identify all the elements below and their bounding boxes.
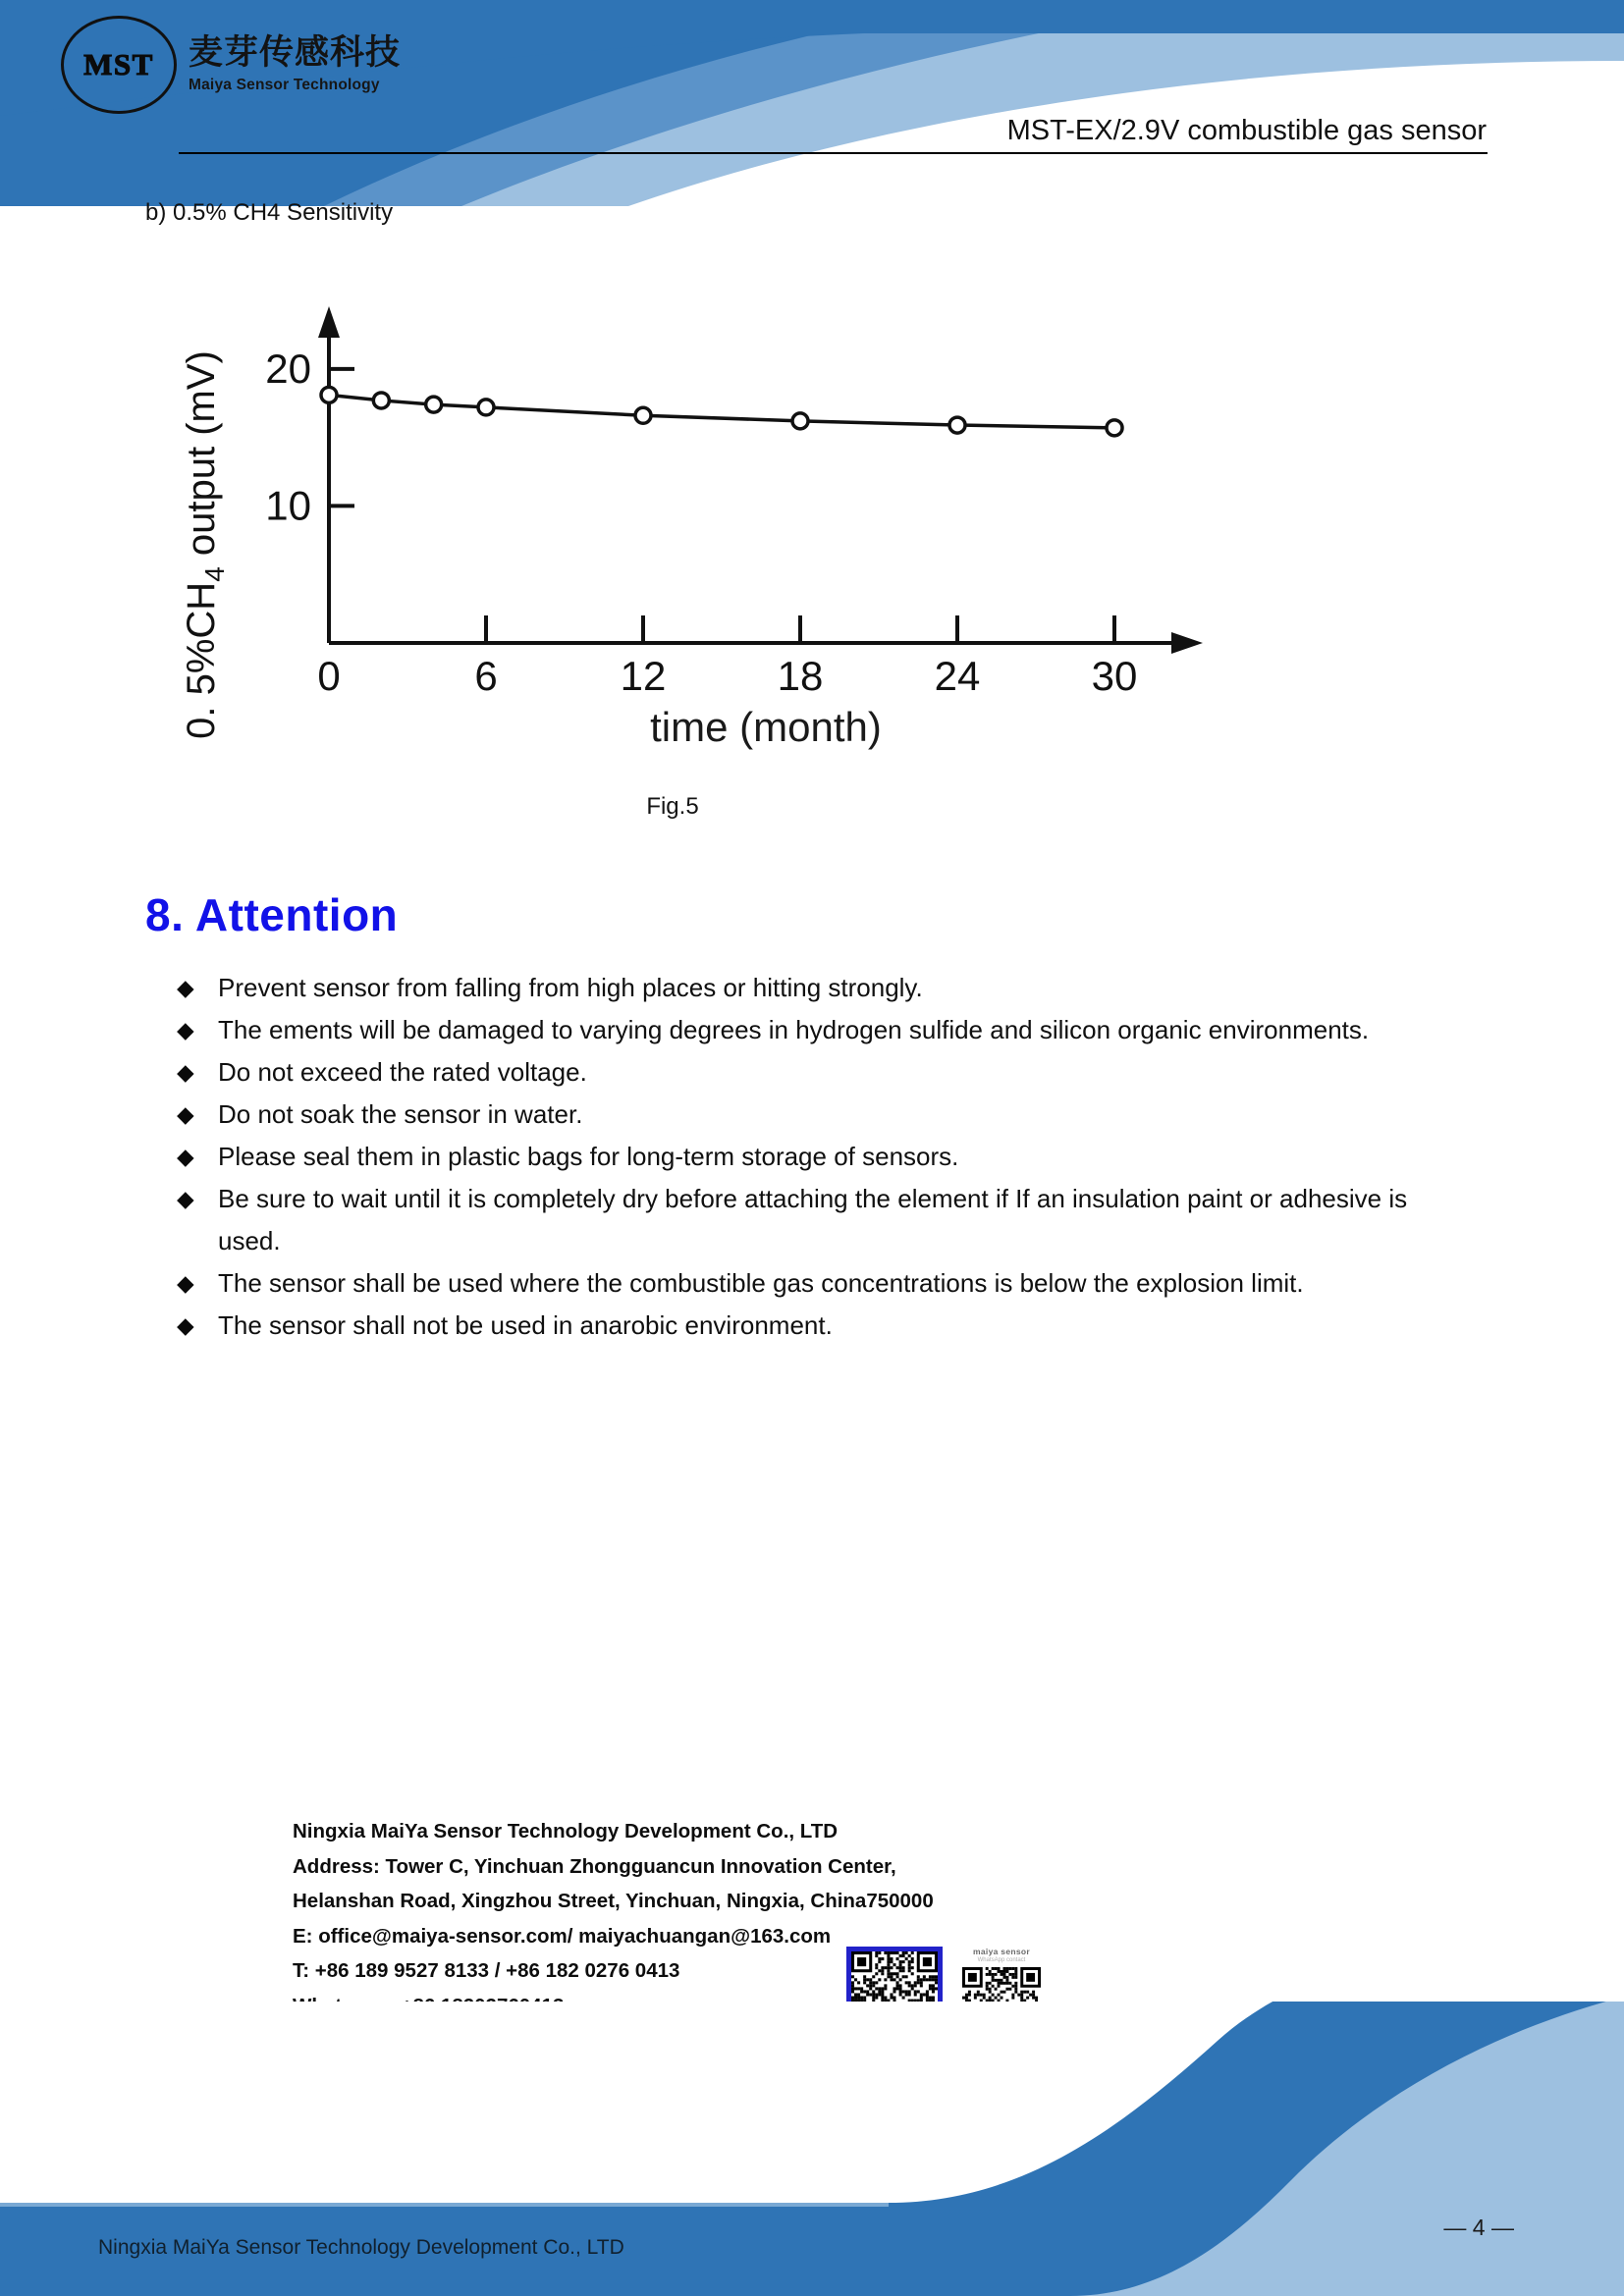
list-item-text: Be sure to wait until it is completely dry before attaching the element if If an insulation paint or adhesive is used. [218,1184,1408,1255]
diamond-bullet-icon: ◆ [177,1017,194,1042]
logo-ellipse-mark [61,16,177,114]
x-axis-tick-label: 12 [620,653,667,699]
diamond-bullet-icon: ◆ [177,1270,194,1296]
contact-line: Address: Tower C, Yinchuan Zhongguancun Innovation Center, [293,1854,896,1878]
contact-line: Ningxia MaiYa Sensor Technology Development Co., LTD [293,1820,839,1842]
list-item [177,1136,1473,1178]
diamond-bullet-icon: ◆ [177,1186,194,1211]
contact-line: Helanshan Road, Xingzhou Street, Yinchuan, Ningxia, China750000 [293,1890,934,1912]
page-header-title: MST-EX/2.9V combustible gas sensor [1006,115,1487,146]
figure-caption: Fig.5 [646,793,699,820]
footer-company-name: Ningxia MaiYa Sensor Technology Development Co., LTD [98,2236,624,2259]
list-item-text: Prevent sensor from falling from high places or hitting strongly. [218,973,923,1002]
data-point-marker [635,407,651,423]
list-item-text: The ements will be damaged to varying degrees in hydrogen sulfide and silicon organic environments. [218,1015,1370,1044]
attention-list [177,967,1473,1347]
page-title: 8. Attention [145,889,399,940]
x-axis-tick-label: 0 [317,653,341,699]
y-axis-label: 0. $5\%CH_4$ output (mV) [180,350,230,739]
series-line [329,395,1114,428]
company-logo [61,12,473,118]
diamond-bullet-icon: ◆ [177,1059,194,1085]
x-axis-label: time (month) [650,704,882,750]
list-item-text: Please seal them in plastic bags for long-term storage of sensors. [218,1142,959,1171]
sensitivity-chart [177,250,1355,771]
list-item [177,1305,1473,1347]
list-item-text: The sensor shall be used where the combustible gas concentrations is below the explosion limit. [218,1268,1304,1298]
contact-line: T: +86 189 9527 8133 / +86 182 0276 0413 [293,1959,680,1982]
x-axis-tick-label: 6 [474,653,498,699]
data-point-marker [1107,420,1122,436]
data-point-marker [426,397,442,412]
list-item [177,1094,1473,1136]
list-item [177,1009,1473,1051]
list-item [177,1262,1473,1305]
header-divider-line [179,152,1488,154]
page-number: — 4 — [1443,2215,1514,2240]
qr-title-secondary: maiya sensor [973,1947,1030,1956]
diamond-bullet-icon: ◆ [177,1144,194,1169]
list-item [177,1051,1473,1094]
x-axis-tick-label: 18 [777,653,824,699]
list-item-text: The sensor shall not be used in anarobic environment. [218,1310,833,1340]
y-axis-tick-label: 20 [265,345,311,392]
list-item-text: Do not soak the sensor in water. [218,1099,583,1129]
diamond-bullet-icon: ◆ [177,1312,194,1338]
data-point-marker [373,393,389,408]
x-axis-tick-label: 24 [934,653,981,699]
data-point-marker [949,417,965,433]
qr-subtitle-secondary: WhatsApp contact [977,1957,1026,1963]
x-axis-tick-label: 30 [1091,653,1138,699]
data-point-marker [792,413,808,429]
logo-mst-text: MST [83,47,154,81]
logo-wordmark [189,33,402,94]
y-axis-tick-label: 10 [265,482,311,529]
list-item [177,967,1473,1009]
logo-chinese-name: 麦芽传感科技 [189,33,402,74]
diamond-bullet-icon: ◆ [177,1101,194,1127]
list-item-text: Do not exceed the rated voltage. [218,1057,587,1087]
diamond-bullet-icon: ◆ [177,975,194,1000]
list-item [177,1178,1473,1262]
section-caption: b) 0.5% CH4 Sensitivity [145,199,394,226]
contact-line: E: office@maiya-sensor.com/ maiyachuangan@163.com [293,1924,832,1948]
data-point-marker [321,387,337,402]
data-point-marker [478,400,494,415]
logo-english-name: Maiya Sensor Technology [189,77,380,94]
